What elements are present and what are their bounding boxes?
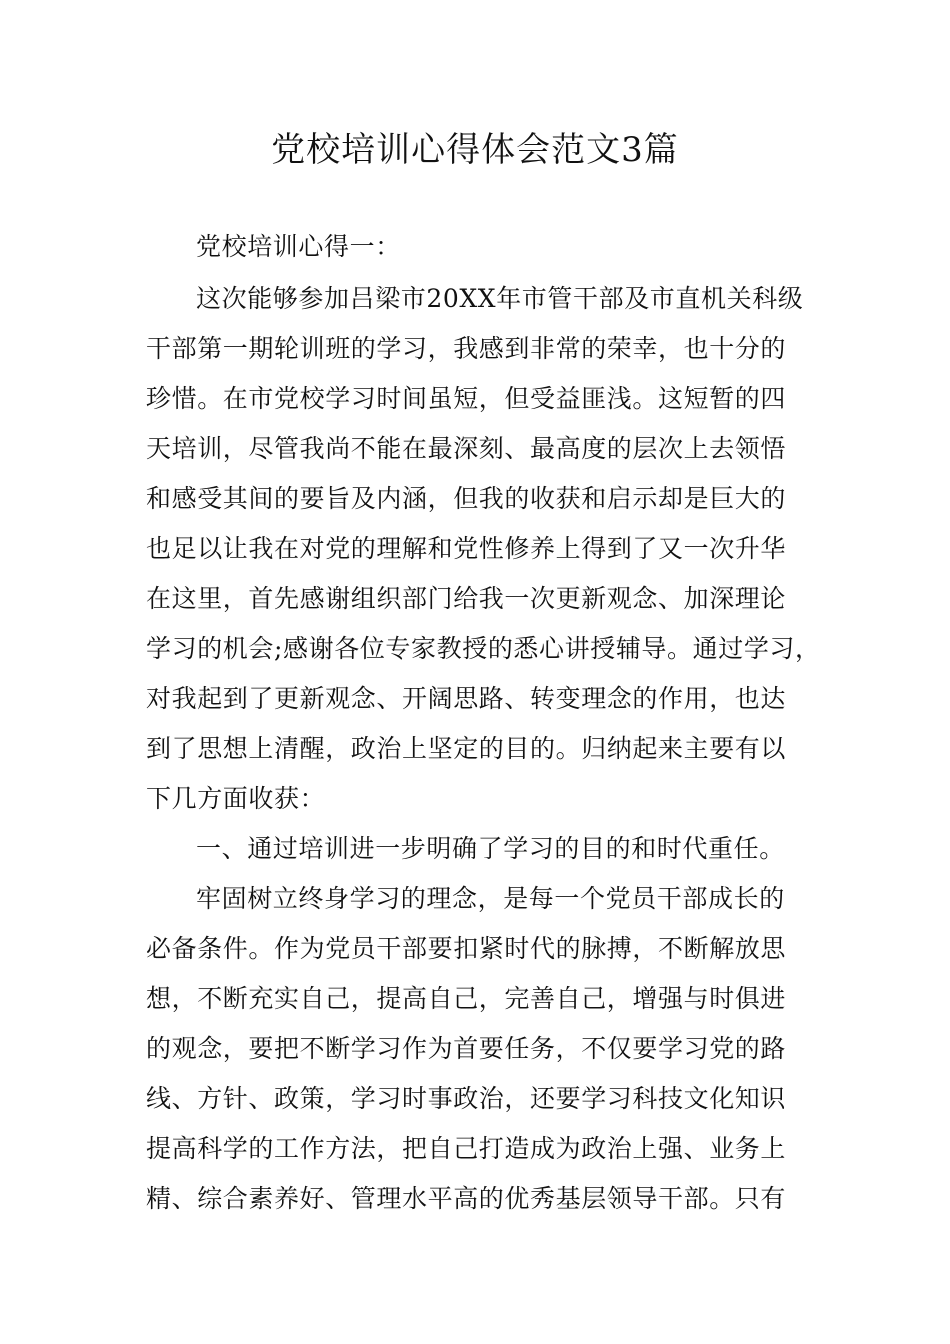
- text-line: 下几方面收获：: [146, 784, 326, 813]
- text-line: 的观念，要把不断学习作为首要任务，不仅要学习党的路: [146, 1034, 787, 1063]
- text-line: 学习的机会;感谢各位专家教授的悉心讲授辅导。通过学习，: [146, 634, 821, 663]
- text-line: 天培训，尽管我尚不能在最深刻、最高度的层次上去领悟: [146, 434, 787, 463]
- text-line: 也足以让我在对党的理解和党性修养上得到了又一次升华: [146, 534, 787, 563]
- text-line: 必备条件。作为党员干部要扣紧时代的脉搏，不断解放思: [146, 934, 787, 963]
- text-line: 到了思想上清醒，政治上坚定的目的。归纳起来主要有以: [146, 734, 787, 763]
- text-line: 线、方针、政策，学习时事政治，还要学习科技文化知识: [146, 1084, 787, 1113]
- subsection-heading-1: 一、通过培训进一步明确了学习的目的和时代重任。: [196, 834, 785, 863]
- document-title: 党校培训心得体会范文3篇: [271, 130, 679, 170]
- text-line: 和感受其间的要旨及内涵，但我的收获和启示却是巨大的: [146, 484, 787, 513]
- text-line: 精、综合素养好、管理水平高的优秀基层领导干部。只有: [146, 1184, 787, 1213]
- text-line: 在这里，首先感谢组织部门给我一次更新观念、加深理论: [146, 584, 787, 613]
- text-line: 提高科学的工作方法，把自己打造成为政治上强、业务上: [146, 1134, 787, 1163]
- text-line: 珍惜。在市党校学习时间虽短，但受益匪浅。这短暂的四: [146, 384, 787, 413]
- text-line: 想，不断充实自己，提高自己，完善自己，增强与时俱进: [146, 984, 787, 1013]
- text-line: 这次能够参加吕梁市20XX年市管干部及市直机关科级: [196, 284, 804, 313]
- text-line: 干部第一期轮训班的学习，我感到非常的荣幸，也十分的: [146, 334, 787, 363]
- section-heading-1: 党校培训心得一：: [196, 232, 401, 261]
- text-line: 牢固树立终身学习的理念，是每一个党员干部成长的: [196, 884, 785, 913]
- text-line: 对我起到了更新观念、开阔思路、转变理念的作用，也达: [146, 684, 787, 713]
